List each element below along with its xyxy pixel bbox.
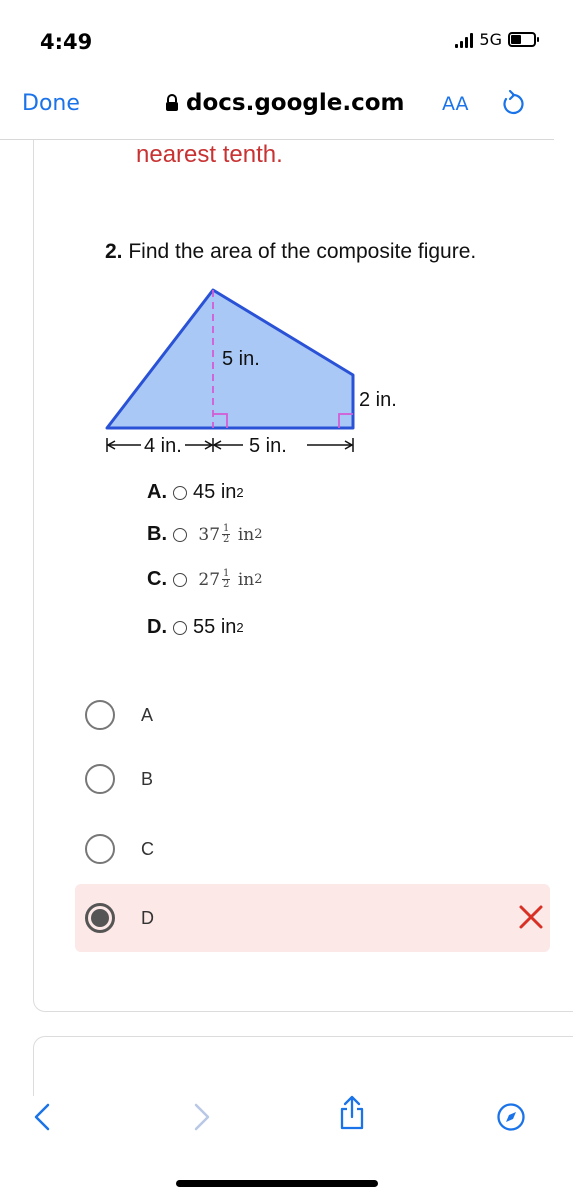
lock-icon	[165, 94, 179, 112]
radio-button[interactable]	[85, 764, 115, 794]
choice-circle-icon	[173, 528, 187, 542]
choice-circle-icon	[173, 573, 187, 587]
battery-icon	[508, 32, 536, 47]
base-right-label: 5 in.	[249, 435, 287, 457]
question-text: Find the area of the composite figure.	[128, 240, 477, 263]
height-label: 5 in.	[222, 348, 260, 370]
radio-button-selected[interactable]	[85, 903, 115, 933]
home-indicator	[176, 1180, 378, 1187]
option-d[interactable]: D	[75, 884, 550, 952]
choice-d: D. 55 in 2	[147, 616, 244, 638]
signal-icon	[455, 32, 473, 48]
reload-icon[interactable]	[500, 90, 526, 118]
forward-icon[interactable]	[192, 1102, 212, 1132]
base-left-label: 4 in.	[144, 435, 182, 457]
text-size-button[interactable]: AA	[442, 93, 469, 115]
choice-c: C. 27 $\frac{1}{2}$ in 2	[147, 568, 263, 590]
incorrect-x-icon	[518, 904, 544, 930]
status-time: 4:49	[40, 30, 93, 54]
choice-circle-icon	[173, 621, 187, 635]
url-bar[interactable]	[165, 90, 404, 116]
composite-figure	[95, 280, 397, 465]
back-icon[interactable]	[32, 1102, 52, 1132]
side-label: 2 in.	[359, 389, 397, 411]
done-button[interactable]: Done	[22, 91, 80, 116]
option-a[interactable]: A	[75, 681, 550, 749]
compass-icon[interactable]	[496, 1102, 526, 1132]
question-prompt	[105, 240, 476, 264]
cutoff-text: nearest tenth.	[136, 141, 283, 168]
question-number: 2.	[105, 240, 123, 263]
option-b[interactable]: B	[75, 745, 550, 813]
browser-header	[0, 70, 554, 140]
url-text: docs.google.com	[186, 90, 405, 116]
next-document-card	[33, 1036, 573, 1096]
share-icon[interactable]	[338, 1095, 366, 1131]
radio-button[interactable]	[85, 834, 115, 864]
network-type: 5G	[479, 30, 502, 49]
choice-circle-icon	[173, 486, 187, 500]
status-indicators	[455, 30, 536, 49]
choice-a: A. 45 in 2	[147, 481, 244, 503]
choice-b: B. 37 $\frac{1}{2}$ in 2	[147, 523, 263, 545]
option-c[interactable]: C	[75, 815, 550, 883]
radio-button[interactable]	[85, 700, 115, 730]
